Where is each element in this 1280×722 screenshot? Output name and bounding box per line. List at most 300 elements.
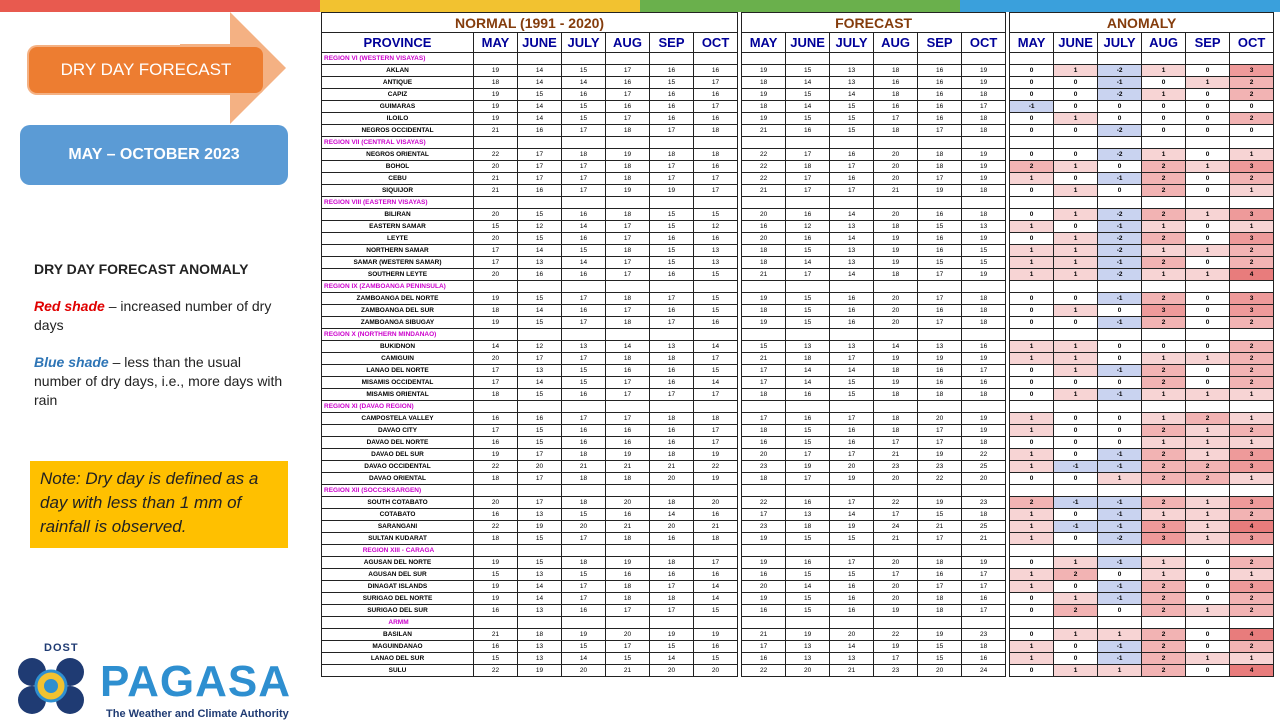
normal-cell: 15: [562, 245, 606, 257]
forecast-cell: 22: [742, 497, 786, 509]
anomaly-cell: 2: [1142, 473, 1186, 485]
forecast-cell: 22: [874, 629, 918, 641]
forecast-cell: 23: [874, 665, 918, 677]
anomaly-cell: 0: [1010, 437, 1054, 449]
anomaly-cell: 0: [1186, 365, 1230, 377]
forecast-cell: 19: [742, 293, 786, 305]
anomaly-cell: 0: [1230, 125, 1274, 137]
empty-cell: [1186, 545, 1230, 557]
forecast-cell: 21: [742, 125, 786, 137]
empty-cell: [962, 401, 1006, 413]
normal-cell: 15: [562, 509, 606, 521]
forecast-cell: 17: [874, 569, 918, 581]
forecast-cell: 20: [874, 305, 918, 317]
forecast-cell: 18: [962, 113, 1006, 125]
month-header-forecast-june: JUNE: [786, 33, 830, 53]
region-row: [322, 401, 1274, 413]
anomaly-cell: 0: [1054, 413, 1098, 425]
table-row: [322, 221, 1274, 233]
normal-cell: 16: [650, 305, 694, 317]
normal-cell: 19: [474, 317, 518, 329]
forecast-cell: 18: [742, 473, 786, 485]
forecast-cell: 21: [742, 629, 786, 641]
anomaly-cell: -1: [1098, 557, 1142, 569]
anomaly-cell: 0: [1010, 125, 1054, 137]
empty-cell: [742, 53, 786, 65]
forecast-cell: 15: [786, 533, 830, 545]
empty-cell: [606, 329, 650, 341]
anomaly-cell: 2: [1142, 185, 1186, 197]
anomaly-cell: 2: [1230, 425, 1274, 437]
forecast-cell: 17: [918, 581, 962, 593]
forecast-cell: 19: [742, 317, 786, 329]
normal-cell: 16: [562, 233, 606, 245]
forecast-cell: 16: [962, 377, 1006, 389]
forecast-cell: 25: [962, 461, 1006, 473]
region-row: [322, 329, 1274, 341]
anomaly-cell: 3: [1230, 305, 1274, 317]
anomaly-cell: 0: [1186, 125, 1230, 137]
normal-cell: 17: [694, 353, 738, 365]
forecast-cell: 16: [786, 209, 830, 221]
anomaly-cell: 0: [1186, 173, 1230, 185]
normal-cell: 19: [650, 629, 694, 641]
empty-cell: [562, 137, 606, 149]
empty-cell: [650, 137, 694, 149]
anomaly-cell: -1: [1098, 221, 1142, 233]
anomaly-cell: 1: [1142, 221, 1186, 233]
normal-cell: 16: [694, 569, 738, 581]
anomaly-cell: 1: [1142, 389, 1186, 401]
normal-cell: 15: [650, 641, 694, 653]
table-body: [322, 13, 1274, 677]
anomaly-cell: 0: [1098, 101, 1142, 113]
anomaly-cell: -2: [1098, 65, 1142, 77]
anomaly-cell: 1: [1142, 557, 1186, 569]
anomaly-cell: 0: [1186, 557, 1230, 569]
forecast-cell: 15: [742, 341, 786, 353]
empty-cell: [918, 197, 962, 209]
normal-cell: 13: [518, 569, 562, 581]
normal-cell: 15: [474, 653, 518, 665]
normal-cell: 15: [518, 209, 562, 221]
normal-cell: 16: [606, 569, 650, 581]
empty-cell: [830, 329, 874, 341]
normal-cell: 16: [650, 269, 694, 281]
dry-day-forecast-title: DRY DAY FORECAST: [29, 47, 263, 93]
anomaly-cell: -2: [1098, 245, 1142, 257]
normal-cell: 20: [606, 497, 650, 509]
forecast-cell: 17: [786, 449, 830, 461]
normal-cell: 18: [606, 533, 650, 545]
forecast-cell: 16: [830, 149, 874, 161]
anomaly-cell: 2: [1230, 317, 1274, 329]
empty-cell: [1054, 617, 1098, 629]
normal-cell: 18: [606, 161, 650, 173]
forecast-cell: 19: [962, 269, 1006, 281]
normal-cell: 19: [694, 449, 738, 461]
anomaly-cell: 0: [1098, 161, 1142, 173]
normal-cell: 15: [694, 653, 738, 665]
forecast-cell: 18: [962, 209, 1006, 221]
province-name: ZAMBOANGA DEL NORTE: [322, 293, 474, 305]
anomaly-cell: 1: [1054, 389, 1098, 401]
forecast-cell: 20: [874, 161, 918, 173]
forecast-cell: 20: [742, 209, 786, 221]
normal-cell: 16: [474, 413, 518, 425]
anomaly-cell: 1: [1054, 233, 1098, 245]
empty-cell: [562, 197, 606, 209]
anomaly-cell: 0: [1054, 509, 1098, 521]
empty-cell: [562, 401, 606, 413]
normal-cell: 14: [694, 581, 738, 593]
region-row: [322, 485, 1274, 497]
anomaly-cell: -1: [1098, 521, 1142, 533]
normal-cell: 16: [474, 509, 518, 521]
anomaly-cell: 0: [1098, 341, 1142, 353]
anomaly-cell: 1: [1142, 149, 1186, 161]
normal-cell: 19: [606, 449, 650, 461]
logo-tagline: The Weather and Climate Authority: [106, 708, 289, 720]
region-label: REGION X (NORTHERN MINDANAO): [322, 329, 474, 341]
empty-cell: [694, 545, 738, 557]
anomaly-cell: 3: [1230, 65, 1274, 77]
anomaly-cell: 1: [1054, 557, 1098, 569]
forecast-cell: 16: [962, 653, 1006, 665]
empty-cell: [786, 137, 830, 149]
province-name: COTABATO: [322, 509, 474, 521]
empty-cell: [1230, 137, 1274, 149]
month-header-normal-sep: SEP: [650, 33, 694, 53]
month-header-normal-june: JUNE: [518, 33, 562, 53]
normal-cell: 14: [518, 113, 562, 125]
table-row: [322, 233, 1274, 245]
normal-cell: 16: [694, 509, 738, 521]
forecast-cell: 16: [786, 557, 830, 569]
month-header-anomaly-june: JUNE: [1054, 33, 1098, 53]
empty-cell: [1098, 545, 1142, 557]
forecast-cell: 15: [786, 305, 830, 317]
forecast-cell: 18: [962, 317, 1006, 329]
forecast-cell: 19: [742, 533, 786, 545]
anomaly-cell: 1: [1054, 629, 1098, 641]
forecast-cell: 22: [962, 449, 1006, 461]
forecast-cell: 16: [830, 581, 874, 593]
forecast-cell: 16: [918, 365, 962, 377]
month-header-anomaly-sep: SEP: [1186, 33, 1230, 53]
empty-cell: [742, 329, 786, 341]
normal-cell: 19: [474, 449, 518, 461]
forecast-cell: 16: [742, 569, 786, 581]
anomaly-cell: 1: [1186, 533, 1230, 545]
forecast-cell: 20: [874, 317, 918, 329]
normal-cell: 20: [474, 161, 518, 173]
normal-cell: 14: [474, 341, 518, 353]
anomaly-cell: 1: [1054, 365, 1098, 377]
forecast-cell: 20: [874, 149, 918, 161]
normal-cell: 19: [518, 665, 562, 677]
empty-cell: [1010, 485, 1054, 497]
anomaly-cell: -1: [1054, 521, 1098, 533]
forecast-cell: 22: [742, 161, 786, 173]
logo-pagasa-text: PAGASA: [100, 657, 291, 706]
normal-cell: 15: [562, 569, 606, 581]
anomaly-cell: 1: [1010, 641, 1054, 653]
empty-cell: [518, 401, 562, 413]
empty-cell: [1098, 617, 1142, 629]
top-color-bar: [0, 0, 1280, 12]
normal-cell: 16: [606, 101, 650, 113]
normal-cell: 16: [650, 437, 694, 449]
anomaly-cell: 0: [1054, 653, 1098, 665]
forecast-cell: 18: [742, 425, 786, 437]
empty-cell: [694, 485, 738, 497]
anomaly-cell: 2: [1142, 593, 1186, 605]
province-name: ANTIQUE: [322, 77, 474, 89]
normal-cell: 16: [518, 413, 562, 425]
table-row: [322, 629, 1274, 641]
normal-cell: 18: [650, 497, 694, 509]
anomaly-cell: 3: [1230, 209, 1274, 221]
normal-cell: 14: [518, 581, 562, 593]
normal-cell: 18: [694, 149, 738, 161]
normal-cell: 13: [518, 605, 562, 617]
normal-cell: 16: [606, 425, 650, 437]
forecast-cell: 14: [830, 209, 874, 221]
forecast-cell: 16: [786, 497, 830, 509]
anomaly-cell: 0: [1054, 581, 1098, 593]
empty-cell: [874, 197, 918, 209]
anomaly-cell: 1: [1186, 209, 1230, 221]
normal-cell: 21: [606, 461, 650, 473]
normal-cell: 16: [562, 425, 606, 437]
region-row: [322, 53, 1274, 65]
anomaly-cell: -1: [1098, 461, 1142, 473]
forecast-cell: 17: [962, 581, 1006, 593]
empty-cell: [650, 329, 694, 341]
anomaly-cell: 0: [1186, 593, 1230, 605]
normal-cell: 18: [650, 593, 694, 605]
anomaly-cell: 0: [1054, 377, 1098, 389]
normal-cell: 18: [650, 149, 694, 161]
forecast-cell: 15: [786, 113, 830, 125]
forecast-cell: 18: [918, 593, 962, 605]
anomaly-cell: 1: [1186, 161, 1230, 173]
anomaly-cell: -2: [1098, 533, 1142, 545]
empty-cell: [650, 197, 694, 209]
forecast-cell: 19: [918, 353, 962, 365]
forecast-cell: 15: [830, 101, 874, 113]
province-name: SOUTHERN LEYTE: [322, 269, 474, 281]
anomaly-cell: 3: [1230, 461, 1274, 473]
normal-cell: 17: [606, 377, 650, 389]
empty-cell: [918, 329, 962, 341]
anomaly-cell: 2: [1142, 653, 1186, 665]
forecast-cell: 18: [742, 77, 786, 89]
normal-cell: 16: [650, 233, 694, 245]
normal-cell: 17: [562, 581, 606, 593]
section-forecast: FORECAST: [742, 13, 1006, 33]
table-row: [322, 245, 1274, 257]
anomaly-cell: 0: [1186, 341, 1230, 353]
normal-cell: 20: [562, 521, 606, 533]
empty-cell: [694, 281, 738, 293]
empty-cell: [830, 137, 874, 149]
normal-cell: 16: [650, 377, 694, 389]
anomaly-cell: 2: [1230, 245, 1274, 257]
forecast-cell: 19: [874, 245, 918, 257]
forecast-cell: 20: [874, 209, 918, 221]
forecast-cell: 18: [786, 161, 830, 173]
forecast-cell: 17: [918, 317, 962, 329]
normal-cell: 14: [694, 377, 738, 389]
anomaly-cell: 0: [1186, 317, 1230, 329]
anomaly-cell: 3: [1230, 497, 1274, 509]
forecast-cell: 15: [830, 569, 874, 581]
region-row: [322, 617, 1274, 629]
normal-cell: 17: [694, 101, 738, 113]
normal-cell: 15: [474, 221, 518, 233]
empty-cell: [650, 281, 694, 293]
forecast-cell: 17: [962, 365, 1006, 377]
top-bar-yellow: [320, 0, 640, 12]
forecast-cell: 17: [742, 377, 786, 389]
empty-cell: [742, 137, 786, 149]
forecast-cell: 18: [742, 389, 786, 401]
normal-cell: 14: [694, 341, 738, 353]
forecast-cell: 16: [918, 305, 962, 317]
anomaly-cell: 0: [1142, 125, 1186, 137]
normal-cell: 16: [474, 641, 518, 653]
anomaly-cell: 0: [1098, 569, 1142, 581]
table-row: [322, 653, 1274, 665]
anomaly-cell: -1: [1098, 173, 1142, 185]
province-header: PROVINCE: [322, 33, 474, 53]
forecast-cell: 19: [874, 233, 918, 245]
anomaly-cell: 1: [1186, 269, 1230, 281]
forecast-cell: 21: [874, 533, 918, 545]
normal-cell: 16: [562, 305, 606, 317]
empty-cell: [1186, 485, 1230, 497]
forecast-cell: 20: [874, 581, 918, 593]
empty-cell: [650, 485, 694, 497]
table-row: [322, 161, 1274, 173]
region-row: [322, 281, 1274, 293]
empty-cell: [786, 281, 830, 293]
normal-cell: 17: [562, 293, 606, 305]
forecast-cell: 15: [786, 437, 830, 449]
anomaly-cell: 3: [1230, 233, 1274, 245]
red-shade-text: – increased number of dry days: [34, 298, 272, 333]
normal-cell: 18: [606, 173, 650, 185]
normal-cell: 17: [606, 113, 650, 125]
province-name: SURIGAO DEL NORTE: [322, 593, 474, 605]
forecast-cell: 13: [830, 341, 874, 353]
normal-cell: 16: [606, 365, 650, 377]
forecast-cell: 19: [962, 425, 1006, 437]
normal-cell: 15: [518, 293, 562, 305]
normal-cell: 19: [474, 581, 518, 593]
normal-cell: 15: [518, 389, 562, 401]
table-row: [322, 581, 1274, 593]
normal-cell: 18: [474, 389, 518, 401]
normal-cell: 21: [474, 185, 518, 197]
legend-title: DRY DAY FORECAST ANOMALY: [34, 261, 249, 277]
empty-cell: [962, 617, 1006, 629]
legend-red: [34, 297, 284, 335]
table-row: [322, 113, 1274, 125]
normal-cell: 16: [694, 317, 738, 329]
normal-cell: 21: [474, 173, 518, 185]
normal-cell: 17: [694, 77, 738, 89]
forecast-cell: 17: [962, 605, 1006, 617]
anomaly-cell: 2: [1230, 89, 1274, 101]
anomaly-cell: 1: [1230, 437, 1274, 449]
forecast-cell: 20: [874, 473, 918, 485]
forecast-cell: 17: [918, 425, 962, 437]
normal-cell: 18: [606, 353, 650, 365]
forecast-cell: 22: [742, 173, 786, 185]
forecast-cell: 15: [786, 605, 830, 617]
normal-cell: 16: [650, 569, 694, 581]
month-header-anomaly-aug: AUG: [1142, 33, 1186, 53]
anomaly-cell: -1: [1098, 641, 1142, 653]
month-header-anomaly-oct: OCT: [1230, 33, 1274, 53]
anomaly-cell: -1: [1098, 449, 1142, 461]
anomaly-cell: 1: [1186, 605, 1230, 617]
anomaly-cell: 0: [1186, 221, 1230, 233]
region-label: REGION IX (ZAMBOANGA PENINSULA): [322, 281, 474, 293]
forecast-cell: 16: [830, 425, 874, 437]
province-name: MISAMIS OCCIDENTAL: [322, 377, 474, 389]
forecast-cell: 16: [874, 101, 918, 113]
anomaly-cell: 3: [1230, 161, 1274, 173]
normal-cell: 14: [650, 509, 694, 521]
normal-cell: 16: [650, 101, 694, 113]
empty-cell: [918, 137, 962, 149]
empty-cell: [1010, 329, 1054, 341]
forecast-cell: 17: [742, 641, 786, 653]
table-row: [322, 641, 1274, 653]
empty-cell: [874, 137, 918, 149]
normal-cell: 20: [606, 629, 650, 641]
normal-cell: 17: [562, 173, 606, 185]
forecast-cell: 21: [742, 353, 786, 365]
forecast-cell: 13: [830, 245, 874, 257]
normal-cell: 18: [562, 557, 606, 569]
normal-cell: 19: [694, 629, 738, 641]
normal-cell: 14: [518, 305, 562, 317]
anomaly-cell: 0: [1186, 377, 1230, 389]
forecast-cell: 16: [918, 233, 962, 245]
normal-cell: 16: [562, 389, 606, 401]
anomaly-cell: -1: [1098, 593, 1142, 605]
anomaly-cell: 2: [1230, 173, 1274, 185]
forecast-cell: 18: [918, 389, 962, 401]
empty-cell: [830, 545, 874, 557]
normal-cell: 16: [562, 605, 606, 617]
anomaly-cell: 1: [1142, 413, 1186, 425]
forecast-cell: 20: [830, 461, 874, 473]
forecast-cell: 16: [830, 605, 874, 617]
normal-cell: 16: [650, 425, 694, 437]
anomaly-cell: 1: [1186, 521, 1230, 533]
forecast-cell: 13: [830, 221, 874, 233]
normal-cell: 17: [562, 161, 606, 173]
forecast-cell: 15: [918, 641, 962, 653]
normal-cell: 21: [650, 461, 694, 473]
normal-cell: 17: [606, 389, 650, 401]
